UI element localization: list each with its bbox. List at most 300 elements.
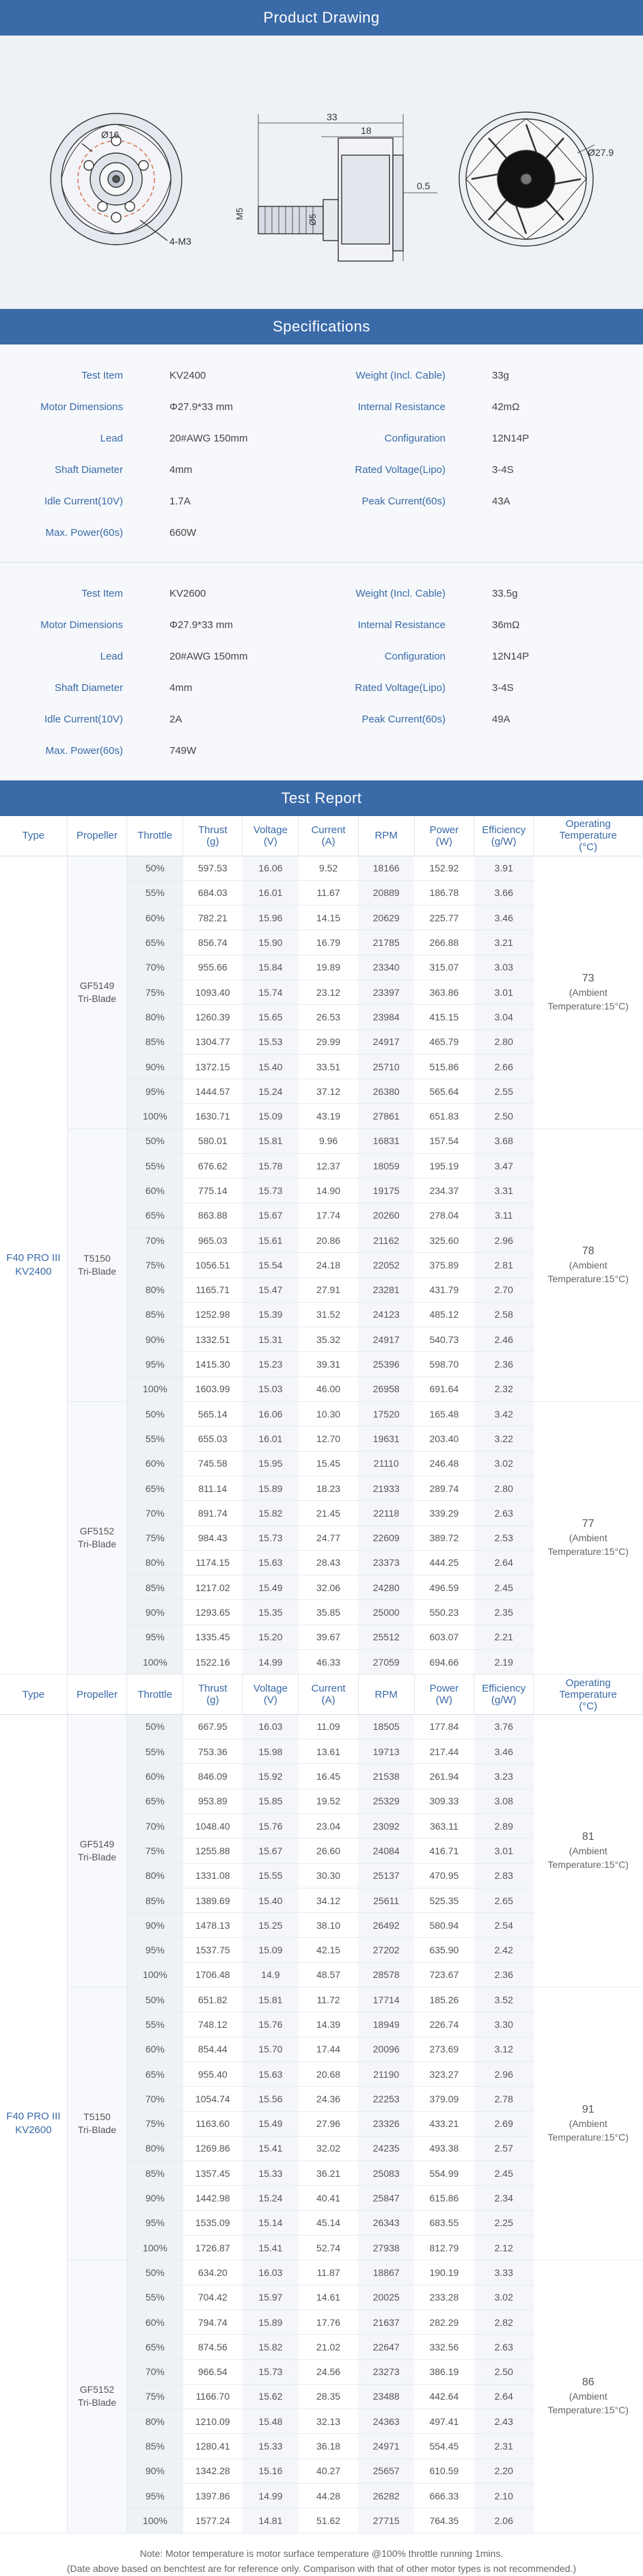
table-cell: 16.03 <box>243 1714 299 1739</box>
table-cell: 580.94 <box>414 1913 474 1938</box>
spec-row <box>0 422 643 454</box>
column-header: Propeller <box>67 816 126 856</box>
column-header: Current (A) <box>299 816 358 856</box>
table-cell: 24235 <box>358 2136 414 2160</box>
table-cell: 15.74 <box>243 979 299 1004</box>
table-cell: 23397 <box>358 979 414 1004</box>
table-cell: 3.01 <box>474 979 534 1004</box>
table-cell: 1372.15 <box>183 1054 243 1079</box>
table-cell: 15.49 <box>243 1575 299 1600</box>
table-cell: 3.02 <box>474 2285 534 2309</box>
table-cell: 3.02 <box>474 1451 534 1476</box>
table-cell: 811.14 <box>183 1476 243 1500</box>
table-cell: 683.55 <box>414 2210 474 2235</box>
table-cell: 16.06 <box>243 1402 299 1426</box>
table-cell: 1415.30 <box>183 1352 243 1377</box>
table-cell: 225.77 <box>414 906 474 930</box>
table-cell: 289.74 <box>414 1476 474 1500</box>
spec-label: Idle Current(10V) <box>44 713 123 725</box>
column-header: Throttle <box>127 816 183 856</box>
spec-label: Shaft Diameter <box>54 463 123 476</box>
table-cell: 15.63 <box>243 2061 299 2086</box>
table-cell: 27938 <box>358 2236 414 2260</box>
spec-value: 4mm <box>169 681 193 694</box>
table-cell: 496.59 <box>414 1575 474 1600</box>
table-cell: 15.65 <box>243 1005 299 1029</box>
spec-value: KV2400 <box>169 369 206 381</box>
table-cell: 2.57 <box>474 2136 534 2160</box>
table-cell: 278.04 <box>414 1203 474 1228</box>
column-header: Type <box>0 1675 67 1714</box>
table-cell: 651.83 <box>414 1104 474 1128</box>
table-cell: 2.35 <box>474 1600 534 1625</box>
table-cell: 90% <box>127 1600 183 1625</box>
table-cell: 35.85 <box>299 1600 358 1625</box>
dim-gap: 0.5 <box>417 180 430 191</box>
table-cell: 90% <box>127 1054 183 1079</box>
table-cell: 1726.87 <box>183 2236 243 2260</box>
table-cell: 100% <box>127 2508 183 2533</box>
dim-m3: 4-M3 <box>169 236 191 247</box>
table-cell: 50% <box>127 1988 183 2012</box>
table-cell: 23273 <box>358 2359 414 2384</box>
dim-d16: Ø16 <box>101 129 120 140</box>
table-cell: 3.30 <box>474 2012 534 2037</box>
table-cell: 3.04 <box>474 1005 534 1029</box>
table-cell: 2.89 <box>474 1813 534 1838</box>
table-cell: 615.86 <box>414 2186 474 2210</box>
table-cell: 70% <box>127 1501 183 1526</box>
operating-temperature: 77 (Ambient Temperature:15°C) <box>534 1402 643 1675</box>
spec-label: Weight (Incl. Cable) <box>355 369 446 381</box>
spec-value: 749W <box>169 744 197 757</box>
specifications-section <box>0 344 643 781</box>
table-cell: 18166 <box>358 856 414 880</box>
table-cell: 60% <box>127 2309 183 2334</box>
spec-row <box>0 391 643 422</box>
table-cell: 315.07 <box>414 955 474 979</box>
column-header: Thrust (g) <box>183 1675 243 1714</box>
table-cell: 2.31 <box>474 2434 534 2458</box>
table-cell: 15.09 <box>243 1938 299 1962</box>
table-cell: 634.20 <box>183 2260 243 2285</box>
spec-label: Max. Power(60s) <box>45 526 123 539</box>
table-cell: 14.99 <box>243 2484 299 2508</box>
table-cell: 100% <box>127 1377 183 1401</box>
table-cell: 15.63 <box>243 1550 299 1575</box>
table-cell: 50% <box>127 1402 183 1426</box>
table-cell: 195.19 <box>414 1154 474 1178</box>
table-cell: 15.78 <box>243 1154 299 1178</box>
table-cell: 2.55 <box>474 1079 534 1104</box>
table-cell: 14.99 <box>243 1650 299 1675</box>
table-cell: 3.33 <box>474 2260 534 2285</box>
table-cell: 2.53 <box>474 1526 534 1550</box>
spec-value: 2A <box>169 713 182 725</box>
table-cell: 26380 <box>358 1079 414 1104</box>
table-cell: 24917 <box>358 1029 414 1054</box>
table-cell: 1522.16 <box>183 1650 243 1675</box>
table-cell: 50% <box>127 856 183 880</box>
table-cell: 540.73 <box>414 1327 474 1352</box>
table-cell: 152.92 <box>414 856 474 880</box>
table-cell: 1535.09 <box>183 2210 243 2235</box>
table-cell: 2.42 <box>474 1938 534 1962</box>
table-cell: 891.74 <box>183 1501 243 1526</box>
table-cell: 15.96 <box>243 906 299 930</box>
table-cell: 15.54 <box>243 1253 299 1277</box>
table-cell: 15.35 <box>243 1600 299 1625</box>
table-cell: 37.12 <box>299 1079 358 1104</box>
spec-row <box>0 735 643 766</box>
column-header: Propeller <box>67 1675 126 1714</box>
table-cell: 25137 <box>358 1863 414 1888</box>
table-cell: 15.49 <box>243 2111 299 2136</box>
table-cell: 16.45 <box>299 1764 358 1789</box>
table-cell: 323.27 <box>414 2061 474 2086</box>
table-cell: 48.57 <box>299 1962 358 1987</box>
table-cell: 10.30 <box>299 1402 358 1426</box>
table-cell: 2.46 <box>474 1327 534 1352</box>
table-cell: 65% <box>127 930 183 955</box>
table-cell: 23488 <box>358 2384 414 2409</box>
table-cell: 75% <box>127 2384 183 2409</box>
test-table-1 <box>0 816 643 1675</box>
table-cell: 17520 <box>358 1402 414 1426</box>
table-cell: 42.15 <box>299 1938 358 1962</box>
table-cell: 764.35 <box>414 2508 474 2533</box>
table-cell: 246.48 <box>414 1451 474 1476</box>
table-cell: 15.24 <box>243 1079 299 1104</box>
table-cell: 1478.13 <box>183 1913 243 1938</box>
table-cell: 14.61 <box>299 2285 358 2309</box>
table-cell: 379.09 <box>414 2087 474 2111</box>
spec-value: 36mΩ <box>492 619 520 631</box>
table-cell: 39.31 <box>299 1352 358 1377</box>
spec-row <box>0 640 643 672</box>
spec-value: 42mΩ <box>492 401 520 413</box>
table-cell: 3.11 <box>474 1203 534 1228</box>
table-cell: 38.10 <box>299 1913 358 1938</box>
table-cell: 874.56 <box>183 2335 243 2359</box>
table-cell: 18059 <box>358 1154 414 1178</box>
table-cell: 23092 <box>358 1813 414 1838</box>
table-cell: 2.78 <box>474 2087 534 2111</box>
spec-value: 43A <box>492 495 510 507</box>
table-cell: 34.12 <box>299 1888 358 1912</box>
table-cell: 40.27 <box>299 2458 358 2483</box>
specifications-header: Specifications <box>0 309 643 344</box>
table-cell: 3.68 <box>474 1128 534 1153</box>
table-cell: 25710 <box>358 1054 414 1079</box>
table-cell: 15.90 <box>243 930 299 955</box>
table-cell: 51.62 <box>299 2508 358 2533</box>
table-cell: 16.01 <box>243 880 299 905</box>
spec-block-1 <box>0 344 643 562</box>
table-cell: 444.25 <box>414 1550 474 1575</box>
table-cell: 515.86 <box>414 1054 474 1079</box>
table-cell: 386.19 <box>414 2359 474 2384</box>
table-cell: 36.21 <box>299 2161 358 2186</box>
table-cell: 28.35 <box>299 2384 358 2409</box>
table-cell: 27861 <box>358 1104 414 1128</box>
table-cell: 554.99 <box>414 2161 474 2186</box>
table-cell: 14.39 <box>299 2012 358 2037</box>
table-cell: 46.00 <box>299 1377 358 1401</box>
table-cell: 70% <box>127 1228 183 1252</box>
table-cell: 20.86 <box>299 1228 358 1252</box>
spec-label: Peak Current(60s) <box>361 495 446 507</box>
table-cell: 261.94 <box>414 1764 474 1789</box>
table-cell: 75% <box>127 979 183 1004</box>
spec-label: Configuration <box>384 432 446 444</box>
table-cell: 2.82 <box>474 2309 534 2334</box>
table-cell: 17.74 <box>299 1203 358 1228</box>
table-cell: 14.9 <box>243 1962 299 1987</box>
table-cell: 2.34 <box>474 2186 534 2210</box>
table-cell: 598.70 <box>414 1352 474 1377</box>
table-cell: 24.77 <box>299 1526 358 1550</box>
table-cell: 21538 <box>358 1764 414 1789</box>
table-cell: 3.91 <box>474 856 534 880</box>
table-cell: 984.43 <box>183 1526 243 1550</box>
table-cell: 2.43 <box>474 2409 534 2434</box>
table-cell: 24.56 <box>299 2359 358 2384</box>
table-cell: 416.71 <box>414 1839 474 1863</box>
table-cell: 32.13 <box>299 2409 358 2434</box>
motor-type: F40 PRO III KV2400 <box>0 856 67 1675</box>
table-cell: 24917 <box>358 1327 414 1352</box>
table-cell: 1577.24 <box>183 2508 243 2533</box>
table-row <box>0 1402 643 1426</box>
table-cell: 15.47 <box>243 1277 299 1302</box>
table-cell: 33.51 <box>299 1054 358 1079</box>
table-cell: 431.79 <box>414 1277 474 1302</box>
table-cell: 965.03 <box>183 1228 243 1252</box>
table-cell: 27202 <box>358 1938 414 1962</box>
table-cell: 25847 <box>358 2186 414 2210</box>
spec-row <box>0 578 643 609</box>
table-cell: 25000 <box>358 1600 414 1625</box>
table-cell: 15.55 <box>243 1863 299 1888</box>
column-header: Voltage (V) <box>243 816 299 856</box>
table-cell: 85% <box>127 2434 183 2458</box>
spec-value: 3-4S <box>492 463 514 476</box>
table-cell: 23.04 <box>299 1813 358 1838</box>
table-cell: 70% <box>127 955 183 979</box>
table-cell: 14.15 <box>299 906 358 930</box>
table-cell: 1335.45 <box>183 1625 243 1649</box>
table-cell: 15.98 <box>243 1739 299 1764</box>
table-cell: 15.61 <box>243 1228 299 1252</box>
table-cell: 16.01 <box>243 1426 299 1451</box>
table-cell: 21190 <box>358 2061 414 2086</box>
table-cell: 27059 <box>358 1650 414 1675</box>
table-cell: 19631 <box>358 1426 414 1451</box>
table-cell: 1269.86 <box>183 2136 243 2160</box>
table-cell: 24123 <box>358 1302 414 1327</box>
table-cell: 186.78 <box>414 880 474 905</box>
table-cell: 19.52 <box>299 1789 358 1813</box>
table-cell: 18867 <box>358 2260 414 2285</box>
operating-temperature: 78 (Ambient Temperature:15°C) <box>534 1128 643 1401</box>
operating-temperature: 81 (Ambient Temperature:15°C) <box>534 1714 643 1987</box>
propeller-name: GF5152 Tri-Blade <box>67 2260 126 2533</box>
table-cell: 17714 <box>358 1988 414 2012</box>
table-cell: 3.22 <box>474 1426 534 1451</box>
column-header: Thrust (g) <box>183 816 243 856</box>
table-cell: 15.73 <box>243 2359 299 2384</box>
table-cell: 32.06 <box>299 1575 358 1600</box>
table-cell: 15.25 <box>243 1913 299 1938</box>
table-cell: 15.16 <box>243 2458 299 2483</box>
table-cell: 3.42 <box>474 1402 534 1426</box>
motor-type: F40 PRO III KV2600 <box>0 1714 67 2533</box>
table-cell: 100% <box>127 2236 183 2260</box>
table-cell: 12.70 <box>299 1426 358 1451</box>
table-cell: 812.79 <box>414 2236 474 2260</box>
table-cell: 28.43 <box>299 1550 358 1575</box>
table-cell: 55% <box>127 1739 183 1764</box>
propeller-name: GF5149 Tri-Blade <box>67 856 126 1128</box>
table-cell: 65% <box>127 2335 183 2359</box>
table-cell: 2.66 <box>474 1054 534 1079</box>
table-cell: 1332.51 <box>183 1327 243 1352</box>
spec-value: 33.5g <box>492 587 518 599</box>
table-cell: 90% <box>127 2186 183 2210</box>
spec-row <box>0 517 643 548</box>
table-cell: 2.69 <box>474 2111 534 2136</box>
table-cell: 565.64 <box>414 1079 474 1104</box>
table-cell: 46.33 <box>299 1650 358 1675</box>
spec-value: 3-4S <box>492 681 514 694</box>
table-cell: 2.45 <box>474 1575 534 1600</box>
table-cell: 185.26 <box>414 1988 474 2012</box>
propeller-name: T5150 Tri-Blade <box>67 1128 126 1401</box>
table-cell: 234.37 <box>414 1178 474 1203</box>
table-cell: 1444.57 <box>183 1079 243 1104</box>
table-cell: 1397.86 <box>183 2484 243 2508</box>
table-cell: 16.03 <box>243 2260 299 2285</box>
table-cell: 60% <box>127 1178 183 1203</box>
table-cell: 11.87 <box>299 2260 358 2285</box>
table-cell: 15.03 <box>243 1377 299 1401</box>
table-cell: 565.14 <box>183 1402 243 1426</box>
table-cell: 15.23 <box>243 1352 299 1377</box>
table-cell: 30.30 <box>299 1863 358 1888</box>
table-cell: 80% <box>127 1550 183 1575</box>
table-cell: 3.31 <box>474 1178 534 1203</box>
table-cell: 603.07 <box>414 1625 474 1649</box>
table-cell: 1255.88 <box>183 1839 243 1863</box>
table-cell: 203.40 <box>414 1426 474 1451</box>
table-cell: 3.46 <box>474 1739 534 1764</box>
table-cell: 332.56 <box>414 2335 474 2359</box>
table-cell: 470.95 <box>414 1863 474 1888</box>
table-cell: 26343 <box>358 2210 414 2235</box>
table-cell: 26958 <box>358 1377 414 1401</box>
table-cell: 2.96 <box>474 2061 534 2086</box>
table-cell: 550.23 <box>414 1600 474 1625</box>
table-cell: 635.90 <box>414 1938 474 1962</box>
table-cell: 25657 <box>358 2458 414 2483</box>
table-cell: 375.89 <box>414 1253 474 1277</box>
spec-label: Idle Current(10V) <box>44 495 123 507</box>
table-cell: 525.35 <box>414 1888 474 1912</box>
test-table-2 <box>0 1675 643 2533</box>
table-cell: 95% <box>127 1625 183 1649</box>
column-header: RPM <box>358 1675 414 1714</box>
table-cell: 1342.28 <box>183 2458 243 2483</box>
table-cell: 1293.65 <box>183 1600 243 1625</box>
table-cell: 363.86 <box>414 979 474 1004</box>
table-cell: 15.39 <box>243 1302 299 1327</box>
table-cell: 22118 <box>358 1501 414 1526</box>
table-cell: 21.45 <box>299 1501 358 1526</box>
table-cell: 1056.51 <box>183 1253 243 1277</box>
table-row <box>0 1128 643 1153</box>
table-cell: 15.14 <box>243 2210 299 2235</box>
table-cell: 15.73 <box>243 1526 299 1550</box>
table-cell: 363.11 <box>414 1813 474 1838</box>
table-cell: 745.58 <box>183 1451 243 1476</box>
table-cell: 753.36 <box>183 1739 243 1764</box>
column-header: Power (W) <box>414 816 474 856</box>
table-cell: 75% <box>127 1253 183 1277</box>
table-cell: 2.19 <box>474 1650 534 1675</box>
spec-row <box>0 703 643 735</box>
table-cell: 95% <box>127 2210 183 2235</box>
table-cell: 863.88 <box>183 1203 243 1228</box>
table-cell: 3.66 <box>474 880 534 905</box>
table-cell: 60% <box>127 2037 183 2061</box>
spec-row <box>0 454 643 485</box>
table-cell: 723.67 <box>414 1962 474 1987</box>
table-cell: 14.81 <box>243 2508 299 2533</box>
table-cell: 15.89 <box>243 2309 299 2334</box>
column-header: RPM <box>358 816 414 856</box>
table-cell: 22253 <box>358 2087 414 2111</box>
table-cell: 80% <box>127 1277 183 1302</box>
table-cell: 60% <box>127 906 183 930</box>
operating-temperature: 86 (Ambient Temperature:15°C) <box>534 2260 643 2533</box>
table-cell: 13.61 <box>299 1739 358 1764</box>
table-cell: 43.19 <box>299 1104 358 1128</box>
table-cell: 15.73 <box>243 1178 299 1203</box>
table-cell: 23340 <box>358 955 414 979</box>
table-cell: 90% <box>127 2458 183 2483</box>
table-cell: 27.96 <box>299 2111 358 2136</box>
table-cell: 610.59 <box>414 2458 474 2483</box>
table-cell: 2.64 <box>474 2384 534 2409</box>
test-report-tables <box>0 816 643 2534</box>
spec-row <box>0 672 643 703</box>
operating-temperature: 73 (Ambient Temperature:15°C) <box>534 856 643 1128</box>
table-cell: 15.45 <box>299 1451 358 1476</box>
table-cell: 24971 <box>358 2434 414 2458</box>
table-cell: 15.62 <box>243 2384 299 2409</box>
column-header: Current (A) <box>299 1675 358 1714</box>
table-cell: 2.81 <box>474 1253 534 1277</box>
table-cell: 3.47 <box>474 1154 534 1178</box>
table-cell: 18.23 <box>299 1476 358 1500</box>
spec-value: 49A <box>492 713 510 725</box>
table-cell: 3.76 <box>474 1714 534 1739</box>
table-cell: 75% <box>127 2111 183 2136</box>
table-cell: 85% <box>127 1888 183 1912</box>
table-cell: 2.36 <box>474 1352 534 1377</box>
table-cell: 55% <box>127 1426 183 1451</box>
